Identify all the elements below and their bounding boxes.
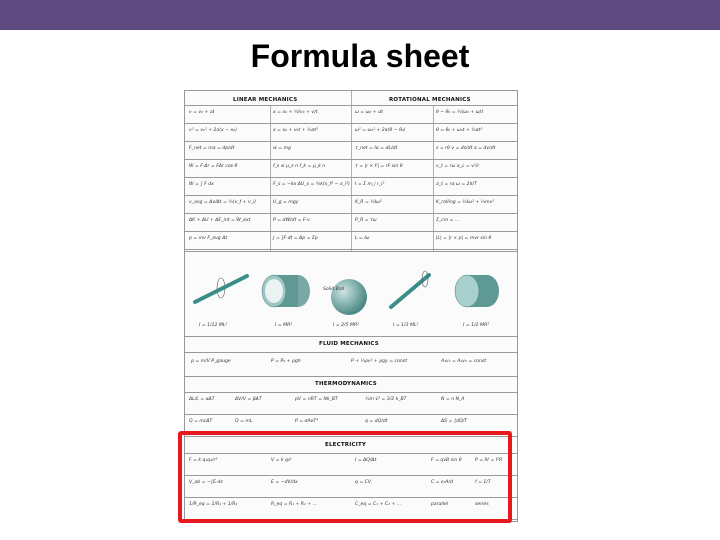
mechanics-formula: a_t = rα ω = 2π/T	[436, 182, 477, 187]
electricity-formula: E = −dV/dx	[271, 480, 298, 485]
electricity-formula: V = k q/r	[271, 458, 292, 463]
electricity-formula: C = ε₀A/d	[431, 480, 453, 485]
electricity-formula: F = k q₁q₂/r²	[189, 458, 218, 463]
inertia-solid-ball: I = 2/5 MR²	[333, 323, 359, 328]
mechanics-formula: P = dW/dt = F·v	[273, 218, 310, 223]
row-divider	[185, 392, 517, 393]
row-divider	[185, 376, 517, 377]
mechanics-formula: P_R = τω	[355, 218, 377, 223]
mechanics-formula: ω = ω₀ + αt	[355, 110, 383, 115]
row-divider	[185, 251, 517, 252]
inertia-rod-end: I = 1/3 ML²	[393, 323, 419, 328]
electricity-formula: I = ΔQ/Δt	[355, 458, 377, 463]
row-divider	[185, 177, 517, 178]
row-divider	[185, 213, 517, 214]
row-divider	[185, 414, 517, 415]
electricity-formula: 1/R_eq = 1/R₁ + 1/R₂	[189, 502, 238, 507]
solid-cylinder-figure	[451, 271, 506, 313]
mechanics-formula: τ_net = Iα = dL/dt	[355, 146, 398, 151]
mechanics-formula: W = F·Δr = FΔr cos θ	[189, 164, 238, 169]
thermo-formula: q = dQ/dt	[365, 419, 388, 424]
mechanics-formula: x = x₀ + ½(v₀ + v)t	[273, 110, 318, 115]
mechanics-formula: Σ_cm = ...	[436, 218, 460, 223]
row-divider	[185, 141, 517, 142]
slide-title: Formula sheet	[250, 38, 470, 74]
electricity-formula: q = CV	[355, 480, 372, 485]
mechanics-formula: |L| = |r × p| = mvr sin θ	[436, 236, 492, 241]
fluid-formula: P = P₀ + ρgh	[271, 359, 301, 364]
electricity-formula: R_eq = R₁ + R₂ + ...	[271, 502, 317, 507]
rod-center-figure	[191, 266, 251, 311]
column-divider	[351, 91, 352, 251]
mechanics-formula: s = rθ v = ds/dt a = dv/dt	[436, 146, 496, 151]
electricity-formula: parallel	[431, 502, 449, 507]
row-divider	[185, 249, 517, 250]
thermo-formula: Q = mL	[235, 419, 253, 424]
electricity-formula: F = qvB sin θ	[431, 458, 462, 463]
solid-ball-label: Solid Ball	[323, 287, 345, 292]
electricity-formula: f = 1/T	[475, 480, 491, 485]
mechanics-formula: θ − θ₀ = ½(ω₀ + ω)t	[436, 110, 484, 115]
mechanics-formula: f_s ≤ μ_s n f_k = μ_k n	[273, 164, 326, 169]
fluid-formula: A₁v₁ = A₂v₂ = const	[441, 359, 487, 364]
mechanics-formula: L = Iω	[355, 236, 370, 241]
mechanics-formula: v_avg = Δx/Δt = ½(v_f + v_i)	[189, 200, 257, 205]
rod-end-figure	[385, 269, 440, 314]
electricity-formula: series	[475, 502, 489, 507]
electricity-highlight-box	[178, 431, 512, 523]
mechanics-formula: w = mg	[273, 146, 291, 151]
mechanics-formula: J = ∫F dt = Δp = Σp	[273, 236, 318, 241]
hoop-figure	[260, 271, 315, 313]
mechanics-formula: p = mv F_avg Δt	[189, 236, 228, 241]
inertia-solid-cylinder: I = 1/2 MR²	[463, 323, 489, 328]
mechanics-formula: θ = θ₀ + ω₀t + ½αt²	[436, 128, 483, 133]
electricity-formula: P = IV = I²R	[475, 458, 503, 463]
fluid-formula: ρ = m/V P_gauge	[191, 359, 231, 364]
thermo-formula: Q = mcΔT	[189, 419, 213, 424]
thermo-formula: pV = nRT = Nk_BT	[295, 397, 338, 402]
row-divider	[185, 123, 517, 124]
mechanics-formula: x = x₀ + v₀t + ½at²	[273, 128, 318, 133]
inertia-hoop: I = MR²	[275, 323, 293, 328]
row-divider	[185, 336, 517, 337]
row-divider	[185, 105, 517, 106]
row-divider	[185, 352, 517, 353]
electricity-formula: C_eq = C₁ + C₂ + ...	[355, 502, 402, 507]
electricity-formula: V_ab = −∫E·ds	[189, 480, 223, 485]
row-divider	[185, 195, 517, 196]
mechanics-formula: ΔK + ΔU + ΔE_int = W_ext	[189, 218, 251, 223]
mechanics-formula: U_g = mgy	[273, 200, 299, 205]
mechanics-formula: F_s = −kx ΔU_s = ½k(x_f² − x_i²)	[273, 182, 350, 187]
column-divider	[270, 105, 271, 251]
mechanics-formula: ω² = ω₀² + 2α(θ − θ₀)	[355, 128, 406, 133]
mechanics-formula: v_t = rω a_c = v²/r	[436, 164, 480, 169]
thermo-formula: P = σAeT⁴	[295, 419, 319, 424]
mechanics-formula: τ = |r × F| = rF sin θ	[355, 164, 403, 169]
inertia-rod-center: I = 1/12 ML²	[199, 323, 228, 328]
section-heading-fluid: FLUID MECHANICS	[319, 341, 379, 347]
mechanics-formula: v = v₀ + at	[189, 110, 215, 115]
mechanics-formula: F_net = ma = dp/dt	[189, 146, 235, 151]
thermo-formula: ½m v̄² = 3/2 k_BT	[365, 397, 407, 402]
thermo-formula: ΔS = ∫dQ/T	[441, 419, 468, 424]
thermo-formula: ΔV/V = βΔT	[235, 397, 262, 402]
thermo-formula: N = n N_A	[441, 397, 465, 402]
solid-ball-figure	[327, 273, 372, 318]
row-divider	[185, 159, 517, 160]
mechanics-formula: I = Σ m_i r_i²	[355, 182, 385, 187]
section-heading-thermo: THERMODYNAMICS	[315, 381, 377, 387]
row-divider	[185, 231, 517, 232]
fluid-formula: P + ½ρv² + ρgy = const	[351, 359, 407, 364]
section-heading-electricity: ELECTRICITY	[325, 442, 367, 448]
mechanics-formula: K_R = ½Iω²	[355, 200, 382, 205]
column-divider	[433, 105, 434, 251]
section-heading-rotational: ROTATIONAL MECHANICS	[389, 97, 471, 103]
top-accent-bar	[0, 0, 720, 30]
section-heading-linear: LINEAR MECHANICS	[233, 97, 298, 103]
thermo-formula: ΔL/L = αΔT	[189, 397, 215, 402]
mechanics-formula: K_rolling = ½Iω² + ½mv²	[436, 200, 495, 205]
mechanics-formula: v² = v₀² + 2a(x − x₀)	[189, 128, 237, 133]
mechanics-formula: W = ∫ F dx	[189, 182, 214, 187]
